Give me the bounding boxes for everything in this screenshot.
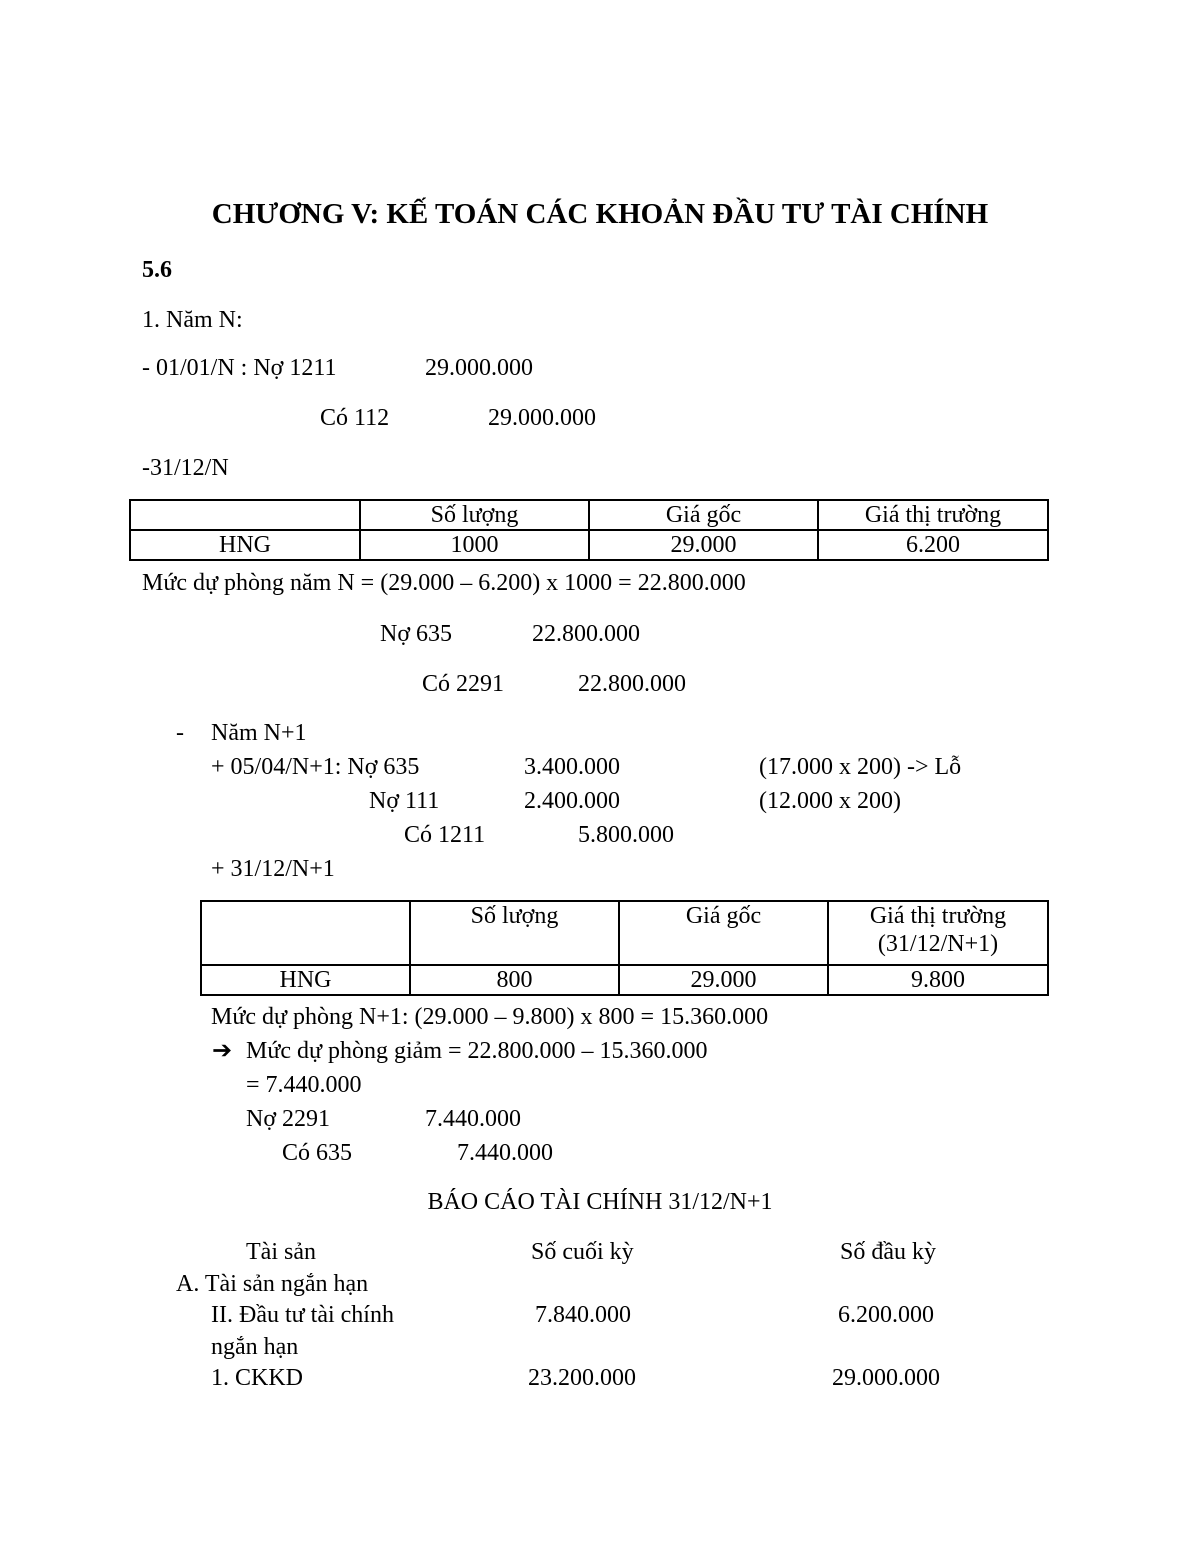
table-header-cell: Số lượng xyxy=(410,901,619,965)
entry3-debit-amount: 7.440.000 xyxy=(425,1106,521,1132)
table-cell: 9.800 xyxy=(828,965,1048,995)
entry3-credit-amount: 7.440.000 xyxy=(457,1140,553,1166)
table-row xyxy=(201,965,1048,995)
sale-line1-amount: 3.400.000 xyxy=(524,754,620,780)
entry1-credit-label: Có 112 xyxy=(320,405,390,431)
arrow-icon: ➔ xyxy=(212,1038,233,1064)
report-item1-label: 1. CKKD xyxy=(211,1365,304,1391)
market-price-header: Giá thị trường xyxy=(869,903,1007,929)
report-col-begin: Số đầu kỳ xyxy=(840,1239,936,1265)
report-item1-end: 23.200.000 xyxy=(528,1365,636,1391)
report-col-end: Số cuối kỳ xyxy=(531,1239,634,1265)
sale-line1-label: + 05/04/N+1: Nợ 635 xyxy=(211,754,420,780)
entry3-debit-label: Nợ 2291 xyxy=(246,1106,331,1132)
valuation-table-n xyxy=(129,499,1049,561)
section-number: 5.6 xyxy=(142,257,172,283)
entry2-credit-label: Có 2291 xyxy=(422,671,505,697)
table-cell: 29.000 xyxy=(619,965,828,995)
table-cell: 800 xyxy=(410,965,619,995)
provision-n1: Mức dự phòng N+1: (29.000 – 9.800) x 800 = 15.360.000 xyxy=(211,1004,769,1030)
entry3-credit-label: Có 635 xyxy=(282,1140,353,1166)
valuation-table-n1 xyxy=(200,900,1049,996)
provision-decrease: Mức dự phòng giảm = 22.800.000 – 15.360.000 xyxy=(246,1038,708,1064)
report-item2-begin: 6.200.000 xyxy=(838,1302,934,1328)
table-row xyxy=(130,530,1048,560)
entry1-credit-amount: 29.000.000 xyxy=(488,405,596,431)
table-header-cell: Giá gốc xyxy=(589,500,818,530)
sale-line2-note: (12.000 x 200) xyxy=(759,788,901,814)
table-header-cell-market xyxy=(828,901,1048,965)
table-cell: HNG xyxy=(201,965,410,995)
entry1-debit-label: - 01/01/N : Nợ 1211 xyxy=(142,355,337,381)
sale-line3-label: Có 1211 xyxy=(404,822,486,848)
sale-line3-amount: 5.800.000 xyxy=(578,822,674,848)
year-n1-heading: Năm N+1 xyxy=(211,720,307,746)
report-item1-begin: 29.000.000 xyxy=(832,1365,940,1391)
table-header-cell xyxy=(130,500,360,530)
sale-line2-amount: 2.400.000 xyxy=(524,788,620,814)
table-header-cell xyxy=(201,901,410,965)
bullet-dash: - xyxy=(176,720,184,746)
year-n1-date2: + 31/12/N+1 xyxy=(211,856,335,882)
table-header-cell: Giá gốc xyxy=(619,901,828,965)
report-col-asset: Tài sản xyxy=(246,1239,316,1265)
report-item2-end: 7.840.000 xyxy=(535,1302,631,1328)
year-n-date2: -31/12/N xyxy=(142,455,229,481)
table-cell: HNG xyxy=(130,530,360,560)
report-item2-line1: II. Đầu tư tài chính xyxy=(211,1302,394,1328)
table-header-row xyxy=(201,901,1048,965)
table-header-row xyxy=(130,500,1048,530)
year-n-heading: 1. Năm N: xyxy=(142,307,243,333)
table-cell: 6.200 xyxy=(818,530,1048,560)
table-header-cell: Số lượng xyxy=(360,500,589,530)
entry2-debit-label: Nợ 635 xyxy=(380,621,453,647)
provision-decrease-result: = 7.440.000 xyxy=(246,1072,362,1098)
entry1-debit-amount: 29.000.000 xyxy=(425,355,533,381)
report-item2-line2: ngắn hạn xyxy=(211,1334,299,1360)
provision-n: Mức dự phòng năm N = (29.000 – 6.200) x 1000 = 22.800.000 xyxy=(142,570,746,596)
sale-line2-label: Nợ 111 xyxy=(369,788,440,814)
entry2-debit-amount: 22.800.000 xyxy=(532,621,640,647)
page-title: CHƯƠNG V: KẾ TOÁN CÁC KHOẢN ĐẦU TƯ TÀI CHÍNH xyxy=(211,198,989,230)
entry2-credit-amount: 22.800.000 xyxy=(578,671,686,697)
table-header-cell: Giá thị trường xyxy=(818,500,1048,530)
market-price-date: (31/12/N+1) xyxy=(877,931,999,957)
table-cell: 1000 xyxy=(360,530,589,560)
table-cell: 29.000 xyxy=(589,530,818,560)
sale-line1-note: (17.000 x 200) -> Lỗ xyxy=(759,754,962,780)
report-title: BÁO CÁO TÀI CHÍNH 31/12/N+1 xyxy=(427,1189,773,1215)
report-section-a: A. Tài sản ngắn hạn xyxy=(176,1271,369,1297)
